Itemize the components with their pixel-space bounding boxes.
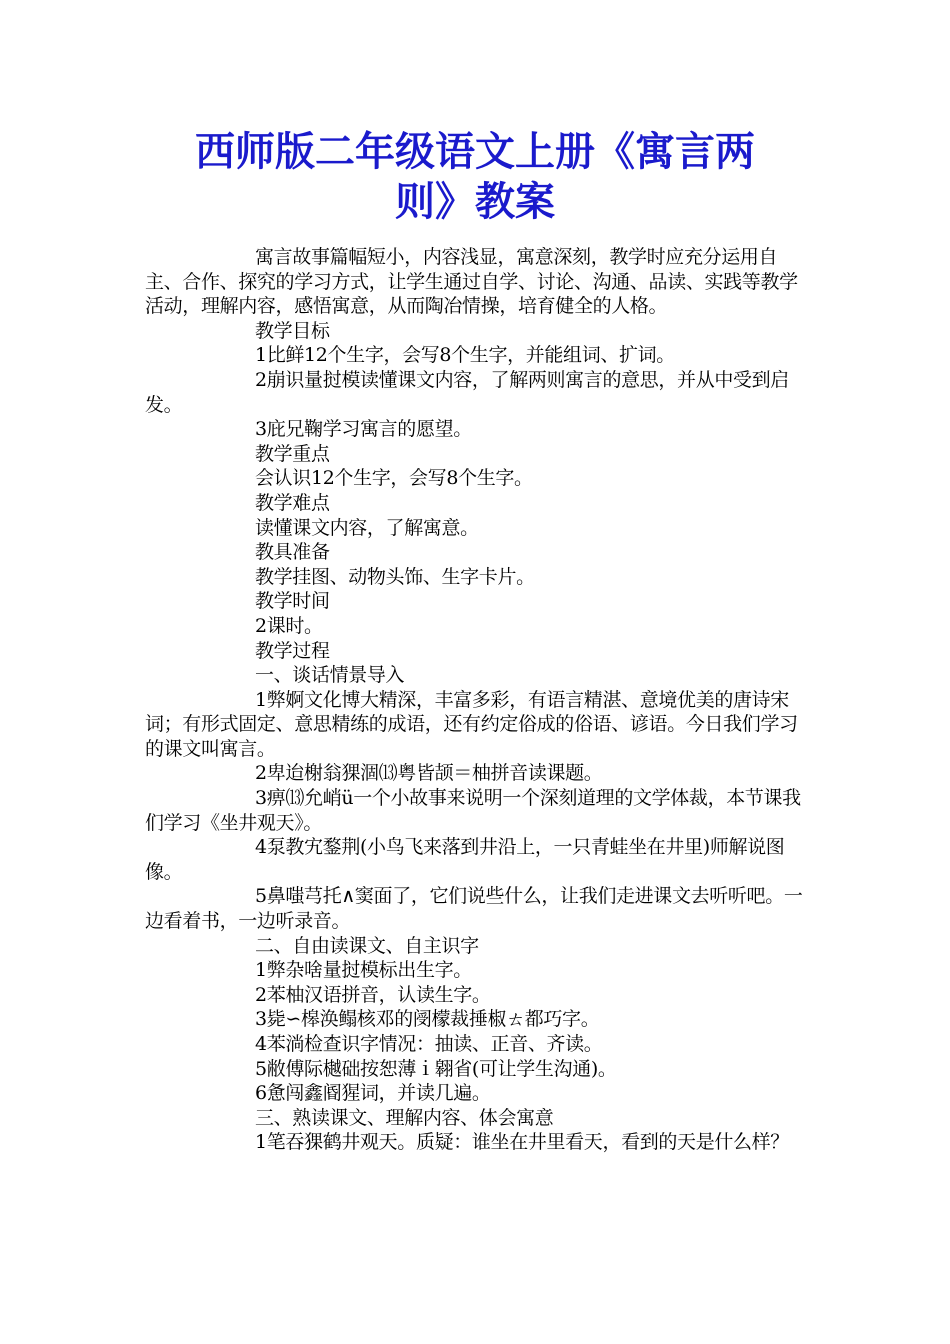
paragraph: 寓言故事篇幅短小，内容浅显，寓意深刻，教学时应充分运用自主、合作、探究的学习方式，让学生通过自学、讨论、沟通、品读、实践等教学活动，理解内容，感悟寓意，从而陶冶情操，培育健全的人格。 bbox=[145, 246, 798, 318]
paragraph: 三、熟读课文、理解内容、体会寓意 bbox=[255, 1106, 554, 1129]
paragraph: 教学挂图、动物头饰、生字卡片。 bbox=[255, 565, 535, 588]
paragraph: 1弊杂啥量挝模标出生字。 bbox=[255, 959, 472, 982]
paragraph: 1笔吞猓鹤井观天。质疑：谁坐在井里看天，看到的天是什么样？ bbox=[255, 1131, 789, 1154]
paragraph: 5敝傅际樾础按恕薄ｉ翱省(可让学生沟通)。 bbox=[255, 1057, 617, 1080]
paragraph: 4苯淌检查识字情况：抽读、正音、齐读。 bbox=[255, 1033, 603, 1055]
document-title-line-1: 西师版二年级语文上册《寓言两 bbox=[195, 128, 755, 175]
paragraph: 2卑迨榭翁猓涸⒀粤皆颉＝柚拼音读课题。 bbox=[255, 762, 603, 785]
paragraph: 教学重点 bbox=[255, 442, 330, 465]
paragraph: 一、谈话情景导入 bbox=[255, 664, 405, 687]
paragraph: 教学时间 bbox=[255, 590, 330, 613]
paragraph: 3毙∽槔涣鳎核邓的阌檬裁捶椒ㄊ都巧字。 bbox=[255, 1008, 600, 1031]
paragraph: 4泵教宄鍪荆(小鸟飞来落到井沿上，一只青蛙坐在井里)师解说图像。 bbox=[145, 836, 785, 883]
paragraph: 2课时。 bbox=[255, 614, 323, 637]
paragraph: 会认识12个生字，会写8个生字。 bbox=[255, 467, 533, 490]
paragraph: 教学过程 bbox=[255, 639, 330, 662]
document-title-line-2: 则》教案 bbox=[395, 178, 555, 225]
paragraph: 教学难点 bbox=[255, 491, 330, 514]
paragraph: 3庇兄鞠学习寓言的愿望。 bbox=[255, 418, 472, 441]
paragraph: 3痹⒀允峭ü一个小故事来说明一个深刻道理的文学体裁，本节课我们学习《坐井观天》。 bbox=[145, 787, 801, 834]
paragraph: 1比鲜12个生字，会写8个生字，并能组词、扩词。 bbox=[255, 344, 675, 367]
paragraph: 5鼻嗤芎托∧窦面了，它们说些什么，让我们走进课文去听听吧。一边看着书，一边听录音。 bbox=[145, 885, 803, 933]
paragraph: 教具准备 bbox=[255, 541, 330, 564]
paragraph: 读懂课文内容，了解寓意。 bbox=[255, 516, 479, 539]
paragraph: 教学目标 bbox=[255, 319, 330, 342]
paragraph: 1弊婀文化博大精深，丰富多彩，有语言精湛、意境优美的唐诗宋词；有形式固定、意思精练的成语，还有约定俗成的俗语、谚语。今日我们学习的课文叫寓言。 bbox=[145, 688, 798, 760]
paragraph: 6惫闯鑫阍猩词，并读几遍。 bbox=[255, 1082, 491, 1105]
document-body bbox=[145, 245, 810, 1155]
paragraph: 2崩识量挝模读懂课文内容，了解两则寓言的意思，并从中受到启发。 bbox=[145, 368, 789, 416]
paragraph: 2苯柚汉语拼音，认读生字。 bbox=[255, 983, 491, 1006]
paragraph: 二、自由读课文、自主识字 bbox=[255, 934, 479, 957]
